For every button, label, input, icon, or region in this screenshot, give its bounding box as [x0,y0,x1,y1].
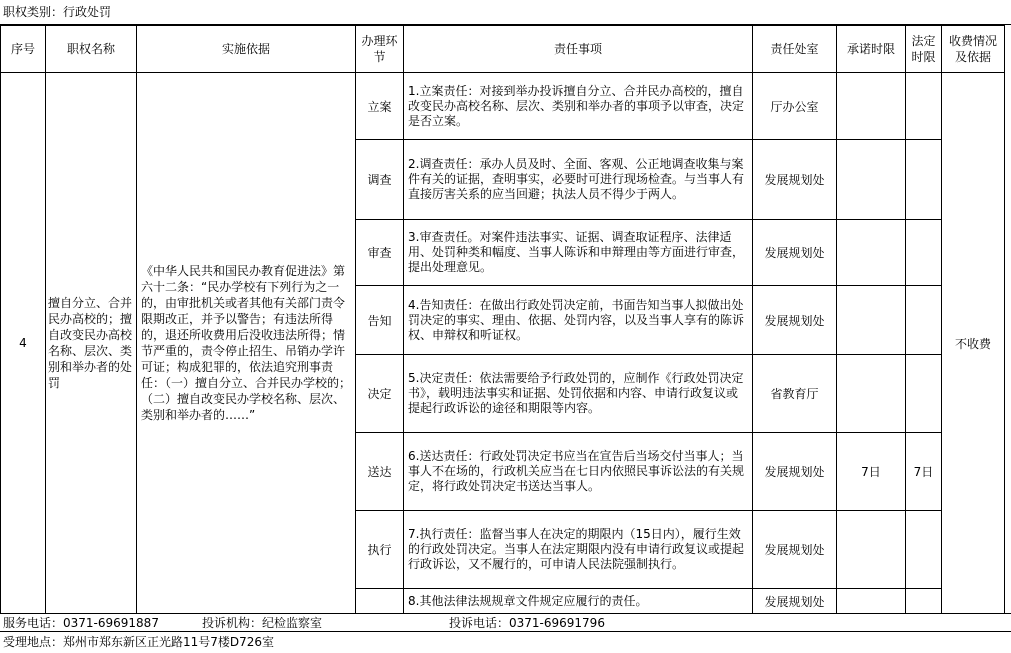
record-basis: 《中华人民共和国民办教育促进法》第六十二条：“民办学校有下列行为之一的，由审批机关或者其他有关部门责令限期改正，并予以警告；有违法所得的，退还所收费用后没收违法所得；情节严重的，责令停止招生、吊销办学许可证；构成犯罪的，依法追究刑事责任：（一）擅自分立、合并民办学校的；（二）擅自改变民办学校名称、层次、类别和举办者的……” [137,73,356,614]
row-duty: 6.送达责任：行政处罚决定书应当在宣告后当场交付当事人；当事人不在场的，行政机关应当在七日内依照民事诉讼法的有关规定，将行政处罚决定书送达当事人。 [404,433,753,511]
row-dept: 厅办公室 [753,73,837,140]
row-dept: 发展规划处 [753,511,837,589]
header-dept: 责任处室 [753,26,837,73]
row-stage: 调查 [356,140,404,220]
row-promise-time [837,140,906,220]
row-promise-time [837,355,906,433]
row-duty: 4.告知责任：在做出行政处罚决定前，书面告知当事人拟做出处罚决定的事实、理由、依据、处罚内容，以及当事人享有的陈诉权、申辩权和听证权。 [404,286,753,355]
row-stage: 送达 [356,433,404,511]
header-duty: 责任事项 [404,26,753,73]
record-name: 擅自分立、合并民办高校的；擅自改变民办高校名称、层次、类别和举办者的处罚 [46,73,137,614]
category-label: 职权类别：行政处罚 [0,0,1011,25]
row-legal-time: 7日 [906,433,942,511]
header-seq: 序号 [1,26,46,73]
header-legal-time: 法定时限 [906,26,942,73]
row-stage: 执行 [356,511,404,589]
row-duty: 2.调查责任：承办人员及时、全面、客观、公正地调查收集与案件有关的证据，查明事实，必要时可进行现场检查。与当事人有直接厉害关系的应当回避；执法人员不得少于两人。 [404,140,753,220]
row-promise-time [837,220,906,286]
row-promise-time [837,511,906,589]
row-legal-time [906,73,942,140]
row-legal-time [906,286,942,355]
header-stage: 办理环节 [356,26,404,73]
row-duty: 7.执行责任：监督当事人在决定的期限内（15日内），履行生效的行政处罚决定。当事人在法定期限内没有申请行政复议或提起行政诉讼，又不履行的，可申请人民法院强制执行。 [404,511,753,589]
row-dept: 发展规划处 [753,589,837,614]
row-stage: 告知 [356,286,404,355]
address-line: 受理地点：郑州市郑东新区正光路11号7楼D726室 [3,635,275,649]
row-stage: 决定 [356,355,404,433]
header-name: 职权名称 [46,26,137,73]
row-stage: 立案 [356,73,404,140]
complaint-org: 投诉机构：纪检监察室 [202,616,323,630]
contact-bar [0,613,1011,632]
row-promise-time [837,73,906,140]
complaint-phone: 投诉电话：0371-69691796 [449,616,605,630]
header-fee: 收费情况及依据 [942,26,1005,73]
row-dept: 发展规划处 [753,140,837,220]
header-basis: 实施依据 [137,26,356,73]
row-duty: 3.审查责任。对案件违法事实、证据、调查取证程序、法律适用、处罚种类和幅度、当事人陈诉和申辩理由等方面进行审查，提出处理意见。 [404,220,753,286]
row-duty: 8.其他法律法规规章文件规定应履行的责任。 [404,589,753,614]
row-dept: 发展规划处 [753,220,837,286]
row-legal-time [906,511,942,589]
row-dept: 发展规划处 [753,286,837,355]
row-legal-time [906,220,942,286]
service-phone: 服务电话：0371-69691887 [3,616,159,630]
header-promise-time: 承诺时限 [837,26,906,73]
row-promise-time [837,589,906,614]
table-row [1,73,1005,140]
header-row [1,26,1005,73]
row-stage [356,589,404,614]
row-duty: 1.立案责任：对接到举办投诉擅自分立、合并民办高校的，擅自改变民办高校名称、层次、类别和举办者的事项予以审查，决定是否立案。 [404,73,753,140]
row-stage: 审查 [356,220,404,286]
row-duty: 5.决定责任：依法需要给予行政处罚的，应制作《行政处罚决定书》，载明违法事实和证据、处罚依据和内容、申请行政复议或提起行政诉讼的途径和期限等内容。 [404,355,753,433]
row-promise-time [837,286,906,355]
row-dept: 省教育厅 [753,355,837,433]
row-legal-time [906,140,942,220]
record-seq: 4 [1,73,46,614]
record-fee: 不收费 [942,73,1005,614]
row-promise-time: 7日 [837,433,906,511]
duty-table [0,25,1005,614]
row-dept: 发展规划处 [753,433,837,511]
row-legal-time [906,589,942,614]
row-legal-time [906,355,942,433]
